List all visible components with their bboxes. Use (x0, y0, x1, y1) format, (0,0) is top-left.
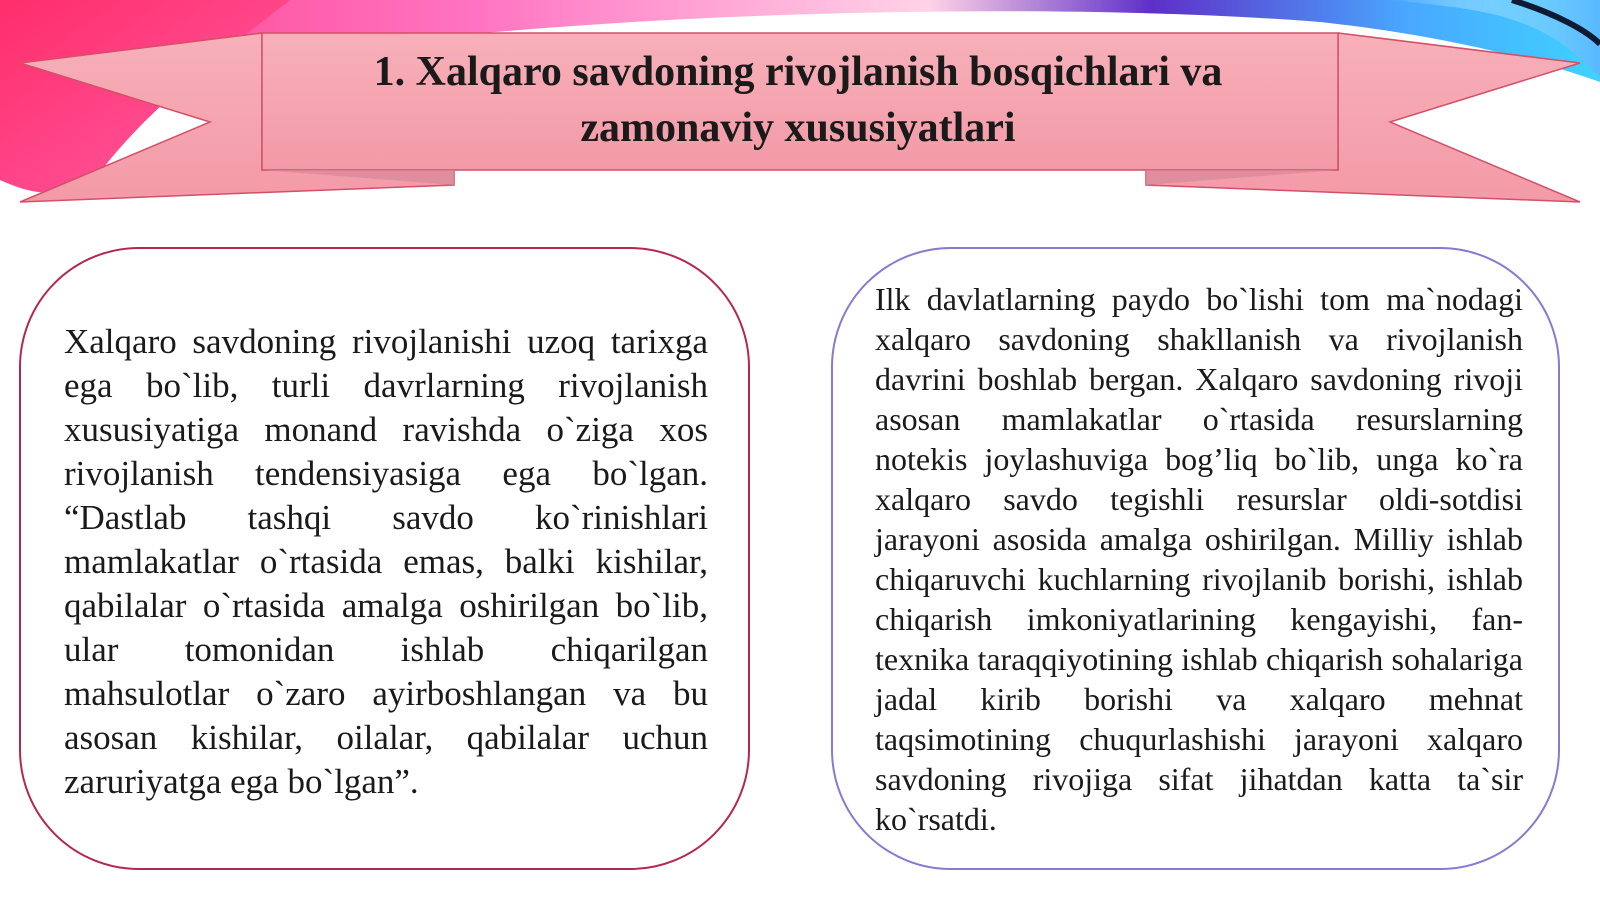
left-panel-text: Xalqaro savdoning rivojlanishi uzoq tarixga ega bo`lib, turli davrlarning rivojlanish xususiyatiga monand ravishda o`ziga xos rivojlanish tendensiyasiga ega bo`lgan. “Dastlab tashqi savdo ko`rinishlari mamlakatlar o`rtasida emas, balki kishilar, qabilalar o`rtasida amalga oshirilgan bo`lib, ular tomonidan ishlab chiqarilgan mahsulotlar o`zaro ayirboshlangan va bu asosan kishilar, oilalar, qabilalar uchun zaruriyatga ega bo`lgan”. (64, 322, 708, 801)
title-ribbon (262, 30, 1334, 170)
right-text-panel (831, 247, 1560, 870)
slide-title: 1. Xalqaro savdoning rivojlanish bosqichlari va zamonaviy xususiyatlari (373, 49, 1223, 151)
right-panel-text: Ilk davlatlarning paydo bo`lishi tom ma`nodagi xalqaro savdoning shakllanish va rivojlanish davrini boshlab bergan. Xalqaro savdoning rivoji asosan mamlakatlar o`rtasida resurslarning notekis joylashuviga bog’liq bo`lib, unga ko`ra xalqaro savdo tegishli resurslar oldi-sotdisi jarayoni asosida amalga oshirilgan. Milliy ishlab chiqaruvchi kuchlarning rivojlanib borishi, ishlab chiqarish imkoniyatlarining kengayishi, fan-texnika taraqqiyotining ishlab chiqarish sohalariga jadal kirib borishi va xalqaro mehnat taqsimotining chuqurlashishi jarayoni xalqaro savdoning rivojiga sifat jihatdan katta ta`sir ko`rsatdi. (875, 281, 1523, 837)
left-text-panel (19, 247, 750, 870)
